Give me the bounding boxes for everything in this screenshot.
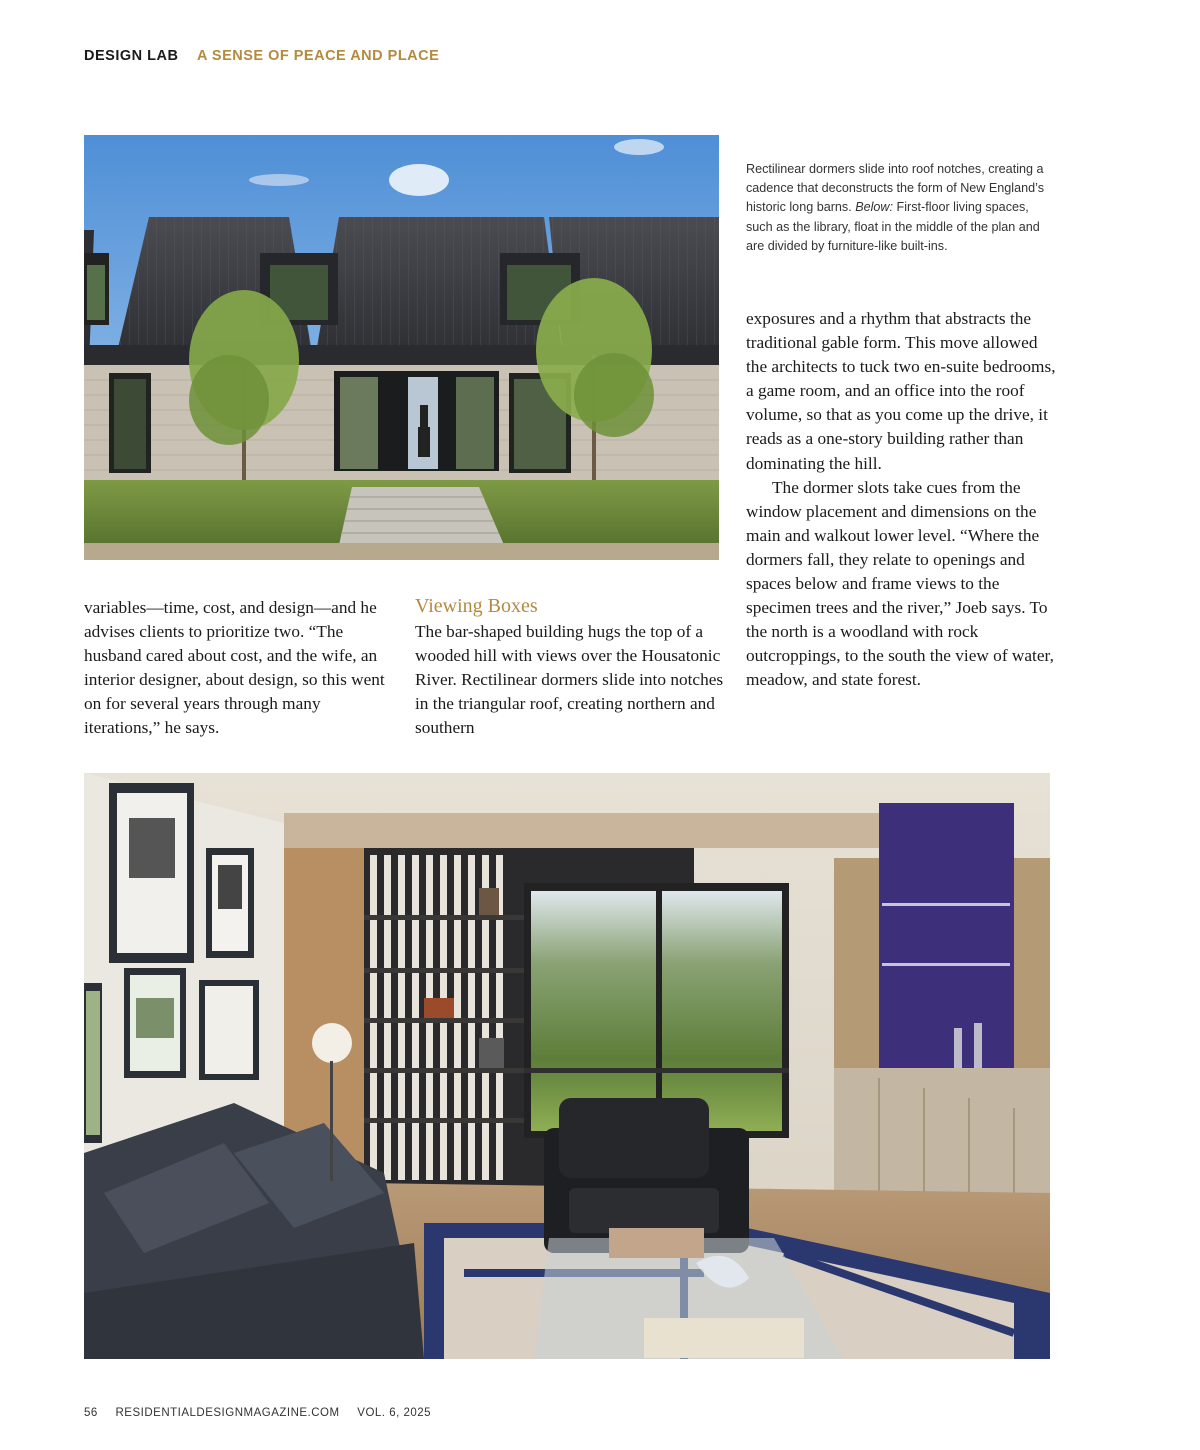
- interior-photo: [84, 773, 1050, 1359]
- caption-label: Below:: [855, 200, 894, 215]
- page-number: 56: [84, 1407, 98, 1419]
- article-column-left: [84, 596, 394, 741]
- article-title: A SENSE OF PEACE AND PLACE: [196, 48, 440, 64]
- paragraph: variables—time, cost, and design—and he advises clients to prioritize two. “The husband cared about cost, and the wife, an interior designer, about design, so this went on for several years through many iterations,” he says.: [84, 598, 385, 738]
- section-label: DESIGN LAB: [84, 48, 179, 64]
- paragraph: The dormer slots take cues from the window placement and dimensions on the main and walkout lower level. “Where the dormers fall, they relate to openings and spaces below and frame views to the specimen trees and the river,” Joeb says. To the north is a woodland with rock outcroppings, to the south the view of water, meadow, and state forest.: [746, 477, 1054, 690]
- article-column-middle: [415, 593, 725, 740]
- page-footer: [84, 1407, 445, 1419]
- photo-caption: [746, 160, 1048, 256]
- article-column-right: [746, 307, 1056, 693]
- footer-website: RESIDENTIALDESIGNMAGAZINE.COM: [115, 1407, 340, 1419]
- subhead: Viewing Boxes: [415, 595, 538, 617]
- paragraph: exposures and a rhythm that abstracts the traditional gable form. This move allowed the architects to tuck two en-suite bedrooms, a game room, and an office into the roof volume, so that as you come up the drive, it reads as a one-story building rather than dominating the hill.: [746, 309, 1056, 473]
- paragraph: The bar-shaped building hugs the top of a wooded hill with views over the Housatonic River. Rectilinear dormers slide into notches in the triangular roof, creating northern and southern: [415, 622, 724, 738]
- caption-text-start: Rectilinear dormers slide into roof notches, creating a cadence that deconstructs the form of New England’s historic long barns.: [746, 162, 1044, 215]
- footer-volume: VOL. 6, 2025: [357, 1407, 432, 1419]
- caption-text-end: First-floor living spaces, such as the library, float in the middle of the plan and are divided by furniture-like built-ins.: [746, 200, 1040, 253]
- exterior-photo: [84, 135, 719, 560]
- running-header: [84, 48, 439, 64]
